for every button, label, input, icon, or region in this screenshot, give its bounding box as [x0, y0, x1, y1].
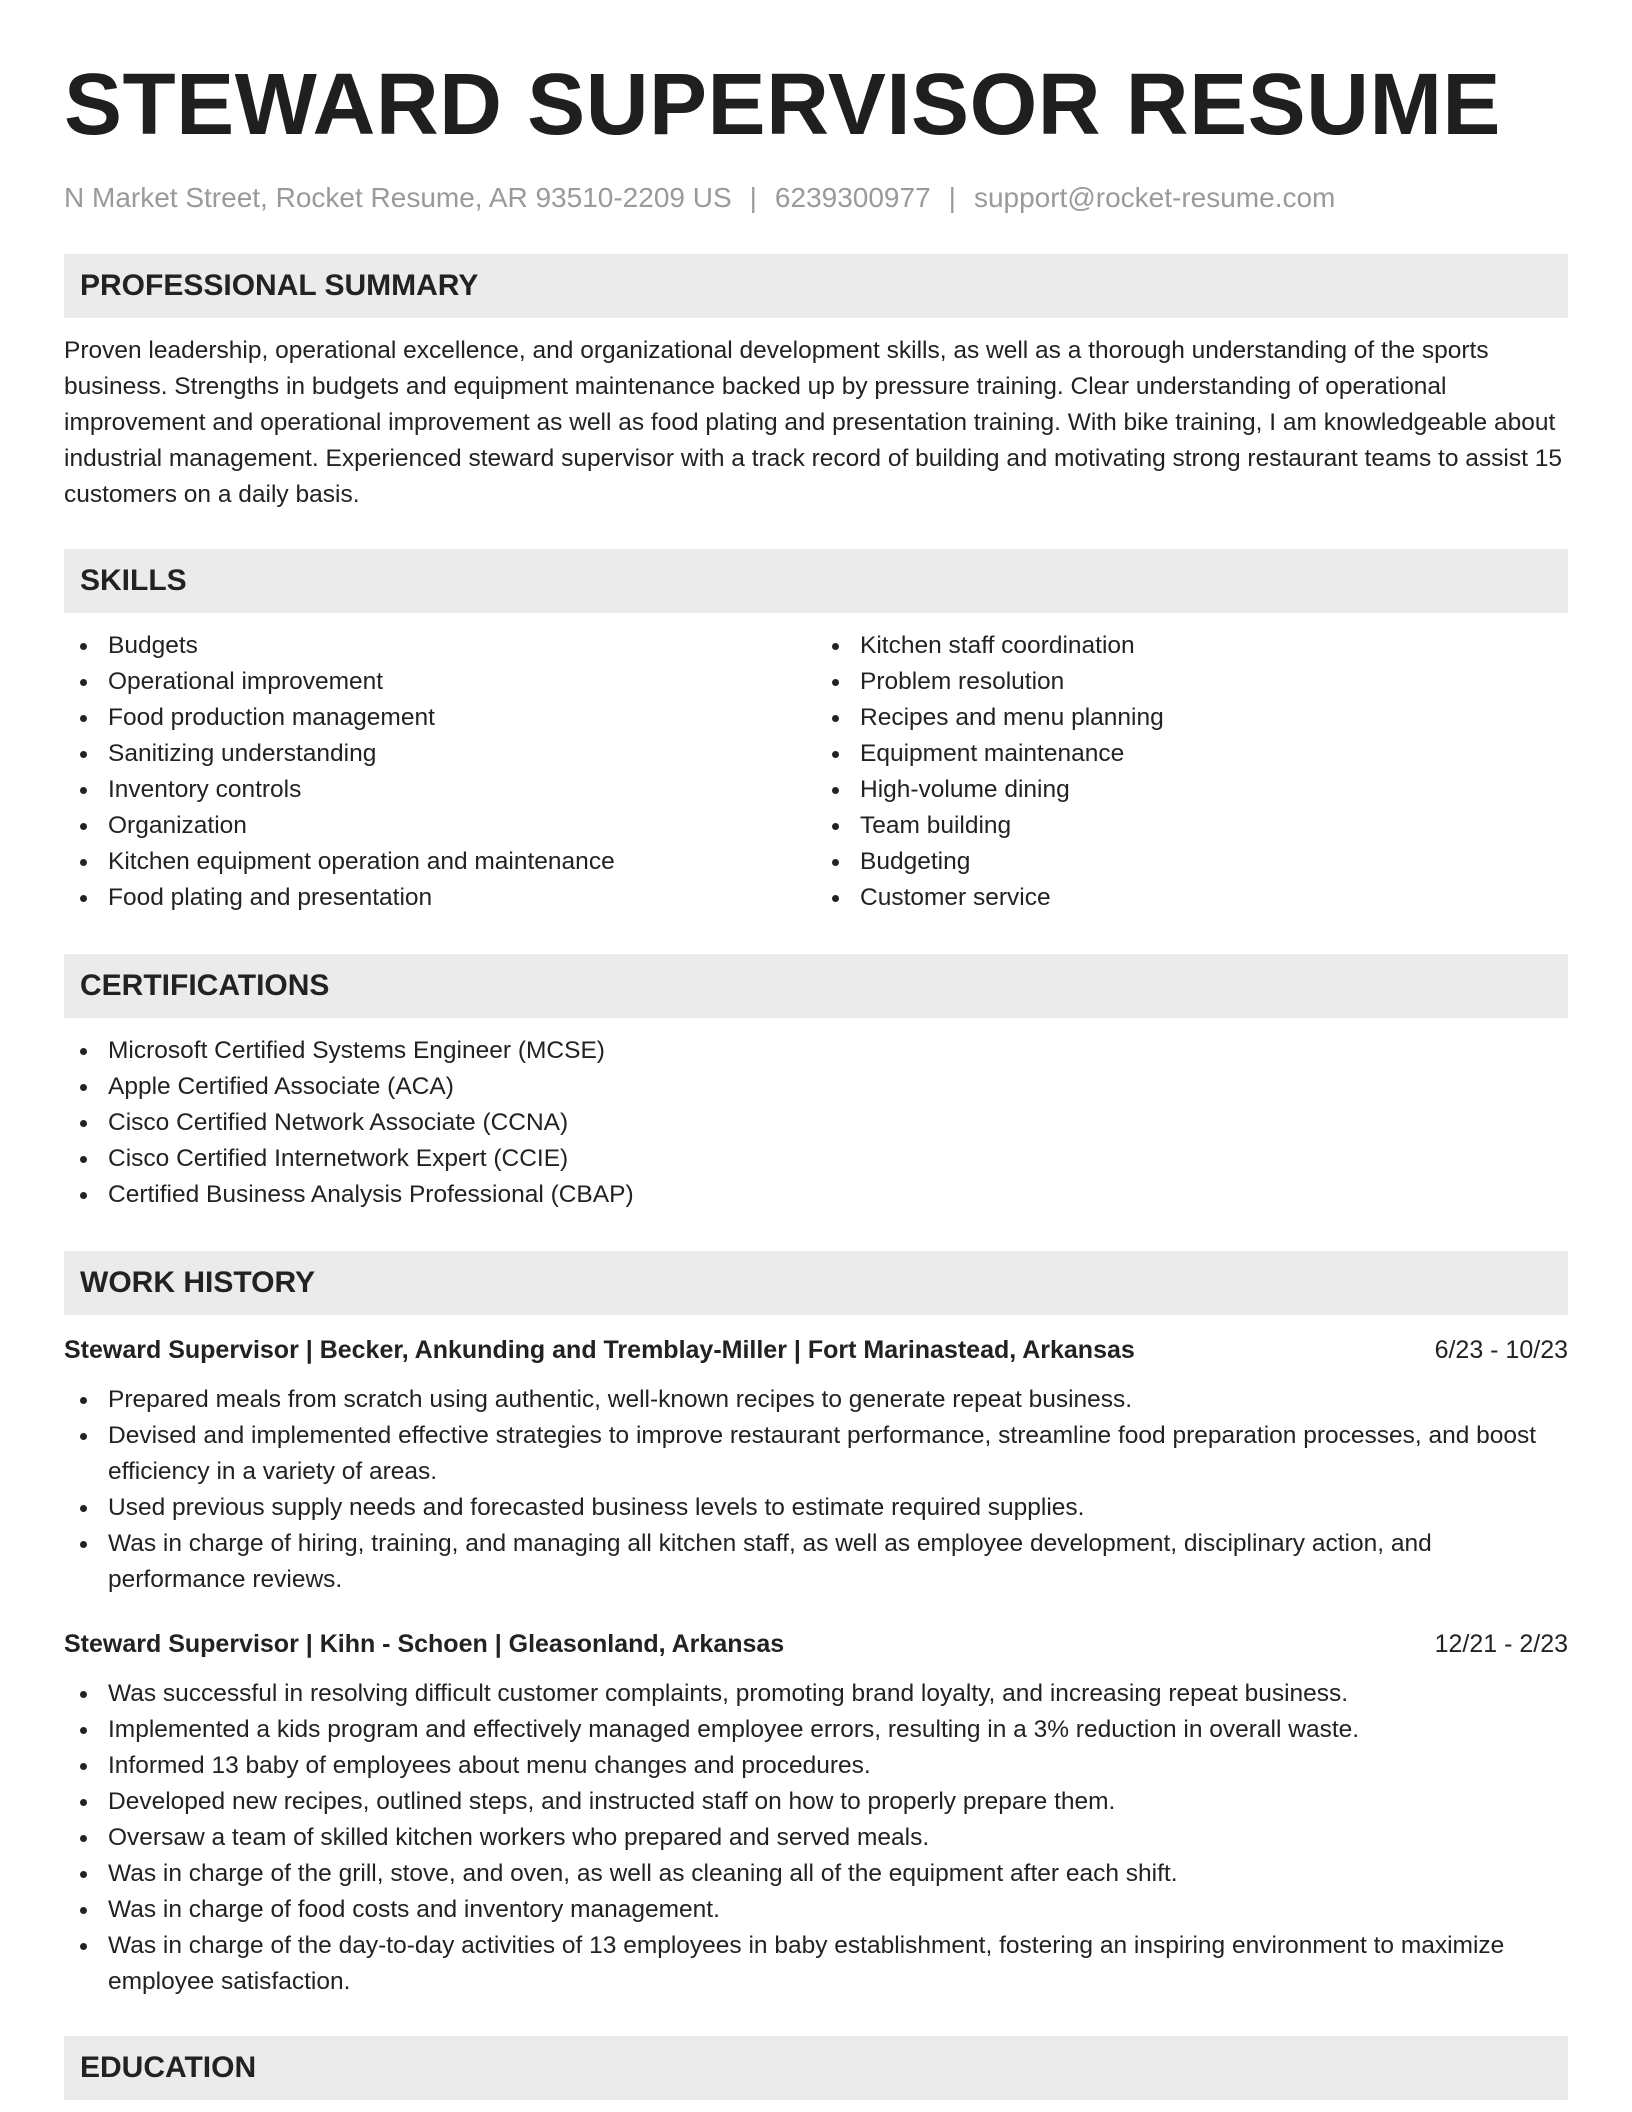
contact-line [64, 180, 1568, 216]
contact-separator: | [948, 182, 956, 213]
job-bullet: Was in charge of the day-to-day activities of 13 employees in baby establishment, fostering an inspiring environment to maximize employee satisfaction. [64, 1928, 1568, 2000]
job-bullet: Used previous supply needs and forecasted business levels to estimate required supplies. [64, 1490, 1568, 1526]
education-heading: EDUCATION [64, 2036, 1568, 2100]
work-history-section [64, 1251, 1568, 2000]
skill-item: Team building [816, 808, 1568, 844]
job-bullet: Implemented a kids program and effectively managed employee errors, resulting in a 3% reduction in overall waste. [64, 1712, 1568, 1748]
skill-item: Inventory controls [64, 772, 816, 808]
skill-item: Problem resolution [816, 664, 1568, 700]
certifications-section [64, 954, 1568, 1213]
skill-item: Operational improvement [64, 664, 816, 700]
skill-item: Budgeting [816, 844, 1568, 880]
certification-item: Microsoft Certified Systems Engineer (MCSE) [64, 1033, 1568, 1069]
skills-list-left [64, 628, 816, 916]
contact-phone: 6239300977 [774, 182, 931, 213]
job-bullet: Was successful in resolving difficult customer complaints, promoting brand loyalty, and increasing repeat business. [64, 1676, 1568, 1712]
certification-item: Certified Business Analysis Professional (CBAP) [64, 1177, 1568, 1213]
certifications-list [64, 1033, 1568, 1213]
job-bullets [64, 1676, 1568, 2000]
skill-item: Customer service [816, 880, 1568, 916]
job-entry [64, 1332, 1568, 1598]
skill-item: Sanitizing understanding [64, 736, 816, 772]
contact-separator: | [749, 182, 757, 213]
summary-text: Proven leadership, operational excellence, and organizational development skills, as well as a thorough understanding of the sports business. Strengths in budgets and equipment maintenance backed up by pressure training. Clear understanding of operational improvement and operational improvement as well as food plating and presentation training. With bike training, I am knowledgeable about industrial management. Experienced steward supervisor with a track record of building and motivating strong restaurant teams to assist 15 customers on a daily basis. [64, 337, 1562, 508]
skills-grid [64, 613, 1568, 916]
skill-item: Recipes and menu planning [816, 700, 1568, 736]
job-bullet: Informed 13 baby of employees about menu changes and procedures. [64, 1748, 1568, 1784]
skills-list-right [816, 628, 1568, 916]
job-bullet: Developed new recipes, outlined steps, and instructed staff on how to properly prepare them. [64, 1784, 1568, 1820]
job-bullet: Devised and implemented effective strategies to improve restaurant performance, streamline food preparation processes, and boost efficiency in a variety of areas. [64, 1418, 1568, 1490]
summary-section [64, 254, 1568, 513]
certifications-heading: CERTIFICATIONS [64, 954, 1568, 1018]
skill-item: Equipment maintenance [816, 736, 1568, 772]
contact-email: support@rocket-resume.com [973, 182, 1336, 213]
job-title: Steward Supervisor | Kihn - Schoen | Gleasonland, Arkansas [64, 1630, 785, 1658]
skill-item: Kitchen staff coordination [816, 628, 1568, 664]
skill-item: Budgets [64, 628, 816, 664]
contact-address: N Market Street, Rocket Resume, AR 93510-2209 US [64, 182, 732, 213]
skill-item: Food plating and presentation [64, 880, 816, 916]
job-bullet: Was in charge of food costs and inventory management. [64, 1892, 1568, 1928]
resume-title: STEWARD SUPERVISOR RESUME [64, 56, 1501, 153]
certification-item: Cisco Certified Internetwork Expert (CCIE) [64, 1141, 1568, 1177]
skills-heading: SKILLS [64, 549, 1568, 613]
job-bullet: Oversaw a team of skilled kitchen workers who prepared and served meals. [64, 1820, 1568, 1856]
job-bullet: Prepared meals from scratch using authentic, well-known recipes to generate repeat business. [64, 1382, 1568, 1418]
skills-section [64, 549, 1568, 916]
skill-item: Kitchen equipment operation and maintenance [64, 844, 816, 880]
job-bullet: Was in charge of the grill, stove, and oven, as well as cleaning all of the equipment after each shift. [64, 1856, 1568, 1892]
job-header [64, 1626, 1568, 1662]
certification-item: Cisco Certified Network Associate (CCNA) [64, 1105, 1568, 1141]
job-bullet: Was in charge of hiring, training, and managing all kitchen staff, as well as employee development, disciplinary action, and performance reviews. [64, 1526, 1568, 1598]
job-bullets [64, 1382, 1568, 1598]
education-section [64, 2036, 1568, 2100]
skill-item: Food production management [64, 700, 816, 736]
work-history-heading: WORK HISTORY [64, 1251, 1568, 1315]
skill-item: Organization [64, 808, 816, 844]
summary-heading: PROFESSIONAL SUMMARY [64, 254, 1568, 318]
certification-item: Apple Certified Associate (ACA) [64, 1069, 1568, 1105]
job-header [64, 1332, 1568, 1368]
job-dates: 6/23 - 10/23 [1434, 1336, 1568, 1364]
skill-item: High-volume dining [816, 772, 1568, 808]
job-entry [64, 1626, 1568, 2000]
job-dates: 12/21 - 2/23 [1434, 1630, 1568, 1658]
job-title: Steward Supervisor | Becker, Ankunding and Tremblay-Miller | Fort Marinastead, Arkansas [64, 1336, 1135, 1364]
